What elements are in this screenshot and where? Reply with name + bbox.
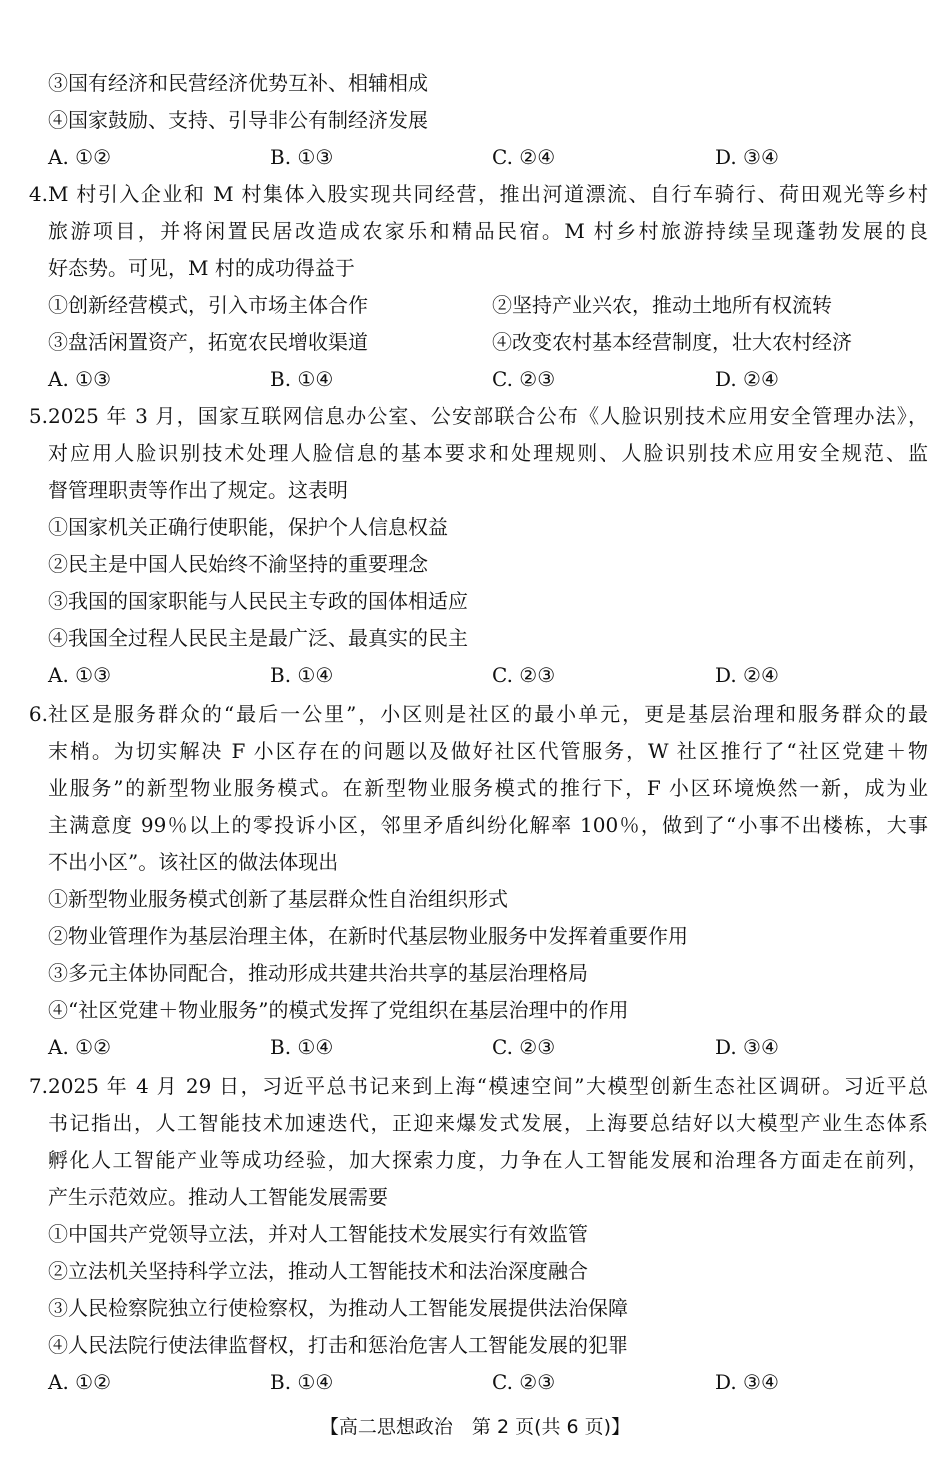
q4-option-b[interactable]: B. ①④ (270, 367, 334, 391)
q7-option-c[interactable]: C. ②③ (492, 1370, 556, 1394)
q7-statement-1: ①中国共产党领导立法，并对人工智能技术发展实行有效监管 (48, 1222, 588, 1246)
q5-statement-1: ①国家机关正确行使职能，保护个人信息权益 (48, 515, 448, 539)
q5-option-a[interactable]: A. ①③ (48, 663, 112, 687)
q6-statement-3: ③多元主体协同配合，推动形成共建共治共享的基层治理格局 (48, 961, 588, 985)
q5-stem (48, 398, 928, 509)
q5-number: 5. (28, 404, 48, 428)
page-footer: 【高二思想政治 第 2 页(共 6 页)】 (319, 1416, 631, 1438)
q7-answer-options (48, 1364, 928, 1401)
q5-statement-3: ③我国的国家职能与人民民主专政的国体相适应 (48, 589, 468, 613)
q6-stem-line: 社区是服务群众的“最后一公里”，小区则是社区的最小单元，更是基层治理和服务群众的最 (48, 702, 928, 726)
q7-statement-4: ④人民法院行使法律监督权，打击和惩治危害人工智能发展的犯罪 (48, 1333, 628, 1357)
q7-option-b[interactable]: B. ①④ (270, 1370, 334, 1394)
q3-statement-3: ③国有经济和民营经济优势互补、相辅相成 (48, 71, 428, 95)
question-6 (28, 696, 928, 1066)
q6-stem-line: 末梢。为切实解决 F 小区存在的问题以及做好社区代管服务，W 社区推行了“社区党建＋物 (48, 739, 928, 763)
q4-stem (48, 176, 928, 287)
q5-stem-line: 2025 年 3 月，国家互联网信息办公室、公安部联合公布《人脸识别技术应用安全管理办法》， (48, 404, 928, 428)
q7-stem-line: 2025 年 4 月 29 日，习近平总书记来到上海“模速空间”大模型创新生态社区调研。习近平总 (48, 1074, 928, 1098)
q7-option-d[interactable]: D. ③④ (715, 1370, 779, 1394)
question-4 (28, 176, 928, 398)
q5-option-d[interactable]: D. ②④ (715, 663, 779, 687)
q5-answer-options (48, 657, 928, 694)
q5-stem-line: 对应用人脸识别技术处理人脸信息的基本要求和处理规则、人脸识别技术应用安全规范、监 (48, 441, 928, 465)
q6-option-b[interactable]: B. ①④ (270, 1035, 334, 1059)
q4-number: 4. (28, 182, 48, 206)
q3-option-c[interactable]: C. ②④ (492, 145, 556, 169)
q3-statement-4: ④国家鼓励、支持、引导非公有制经济发展 (48, 108, 428, 132)
q4-statement-1: ①创新经营模式，引入市场主体合作 (48, 293, 368, 317)
q4-statements-row-1 (48, 287, 928, 324)
q7-stem-line: 孵化人工智能产业等成功经验，加大探索力度，力争在人工智能发展和治理各方面走在前列， (48, 1148, 928, 1172)
q3-answer-options (48, 139, 928, 176)
q6-statement-2: ②物业管理作为基层治理主体，在新时代基层物业服务中发挥着重要作用 (48, 924, 688, 948)
q4-statement-4: ④改变农村基本经营制度，壮大农村经济 (492, 330, 852, 354)
q3-option-d[interactable]: D. ③④ (715, 145, 779, 169)
q5-option-b[interactable]: B. ①④ (270, 663, 334, 687)
q5-stem-line: 督管理职责等作出了规定。这表明 (48, 478, 348, 502)
q6-statement-4: ④“社区党建＋物业服务”的模式发挥了党组织在基层治理中的作用 (48, 998, 629, 1022)
q4-option-c[interactable]: C. ②③ (492, 367, 556, 391)
question-3-continued (48, 65, 928, 176)
q7-stem-line: 书记指出，人工智能技术加速迭代，正迎来爆发式发展，上海要总结好以大模型产业生态体系 (48, 1111, 928, 1135)
q4-stem-line: M 村引入企业和 M 村集体入股实现共同经营，推出河道漂流、自行车骑行、荷田观光等乡村 (48, 182, 928, 206)
q6-stem-line: 主满意度 99％以上的零投诉小区，邻里矛盾纠纷化解率 100％，做到了“小事不出楼栋，大事 (48, 813, 928, 837)
q4-option-a[interactable]: A. ①③ (48, 367, 112, 391)
q6-stem (48, 696, 928, 881)
q6-stem-line: 不出小区”。该社区的做法体现出 (48, 850, 339, 874)
q7-stem-line: 产生示范效应。推动人工智能发展需要 (48, 1185, 388, 1209)
question-5 (28, 398, 928, 694)
q4-statement-2: ②坚持产业兴农，推动土地所有权流转 (492, 293, 832, 317)
q4-stem-line: 好态势。可见，M 村的成功得益于 (48, 256, 355, 280)
q3-option-a[interactable]: A. ①② (48, 145, 112, 169)
q3-option-b[interactable]: B. ①③ (270, 145, 334, 169)
q4-statement-3: ③盘活闲置资产，拓宽农民增收渠道 (48, 330, 368, 354)
q7-option-a[interactable]: A. ①② (48, 1370, 112, 1394)
q6-option-d[interactable]: D. ③④ (715, 1035, 779, 1059)
q4-stem-line: 旅游项目，并将闲置民居改造成农家乐和精品民宿。M 村乡村旅游持续呈现蓬勃发展的良 (48, 219, 928, 243)
q4-statements-row-2 (48, 324, 928, 361)
q6-option-c[interactable]: C. ②③ (492, 1035, 556, 1059)
q7-number: 7. (28, 1074, 48, 1098)
q6-number: 6. (28, 702, 48, 726)
question-7 (28, 1068, 928, 1401)
q6-stem-line: 业服务”的新型物业服务模式。在新型物业服务模式的推行下，F 小区环境焕然一新，成为业 (48, 776, 928, 800)
q7-stem (48, 1068, 928, 1216)
q5-statement-4: ④我国全过程人民民主是最广泛、最真实的民主 (48, 626, 468, 650)
q7-statement-2: ②立法机关坚持科学立法，推动人工智能技术和法治深度融合 (48, 1259, 588, 1283)
q6-option-a[interactable]: A. ①② (48, 1035, 112, 1059)
q5-option-c[interactable]: C. ②③ (492, 663, 556, 687)
q6-statement-1: ①新型物业服务模式创新了基层群众性自治组织形式 (48, 887, 508, 911)
q4-option-d[interactable]: D. ②④ (715, 367, 779, 391)
q7-statement-3: ③人民检察院独立行使检察权，为推动人工智能发展提供法治保障 (48, 1296, 628, 1320)
q4-answer-options (48, 361, 928, 398)
q5-statement-2: ②民主是中国人民始终不渝坚持的重要理念 (48, 552, 428, 576)
q6-answer-options (48, 1029, 928, 1066)
